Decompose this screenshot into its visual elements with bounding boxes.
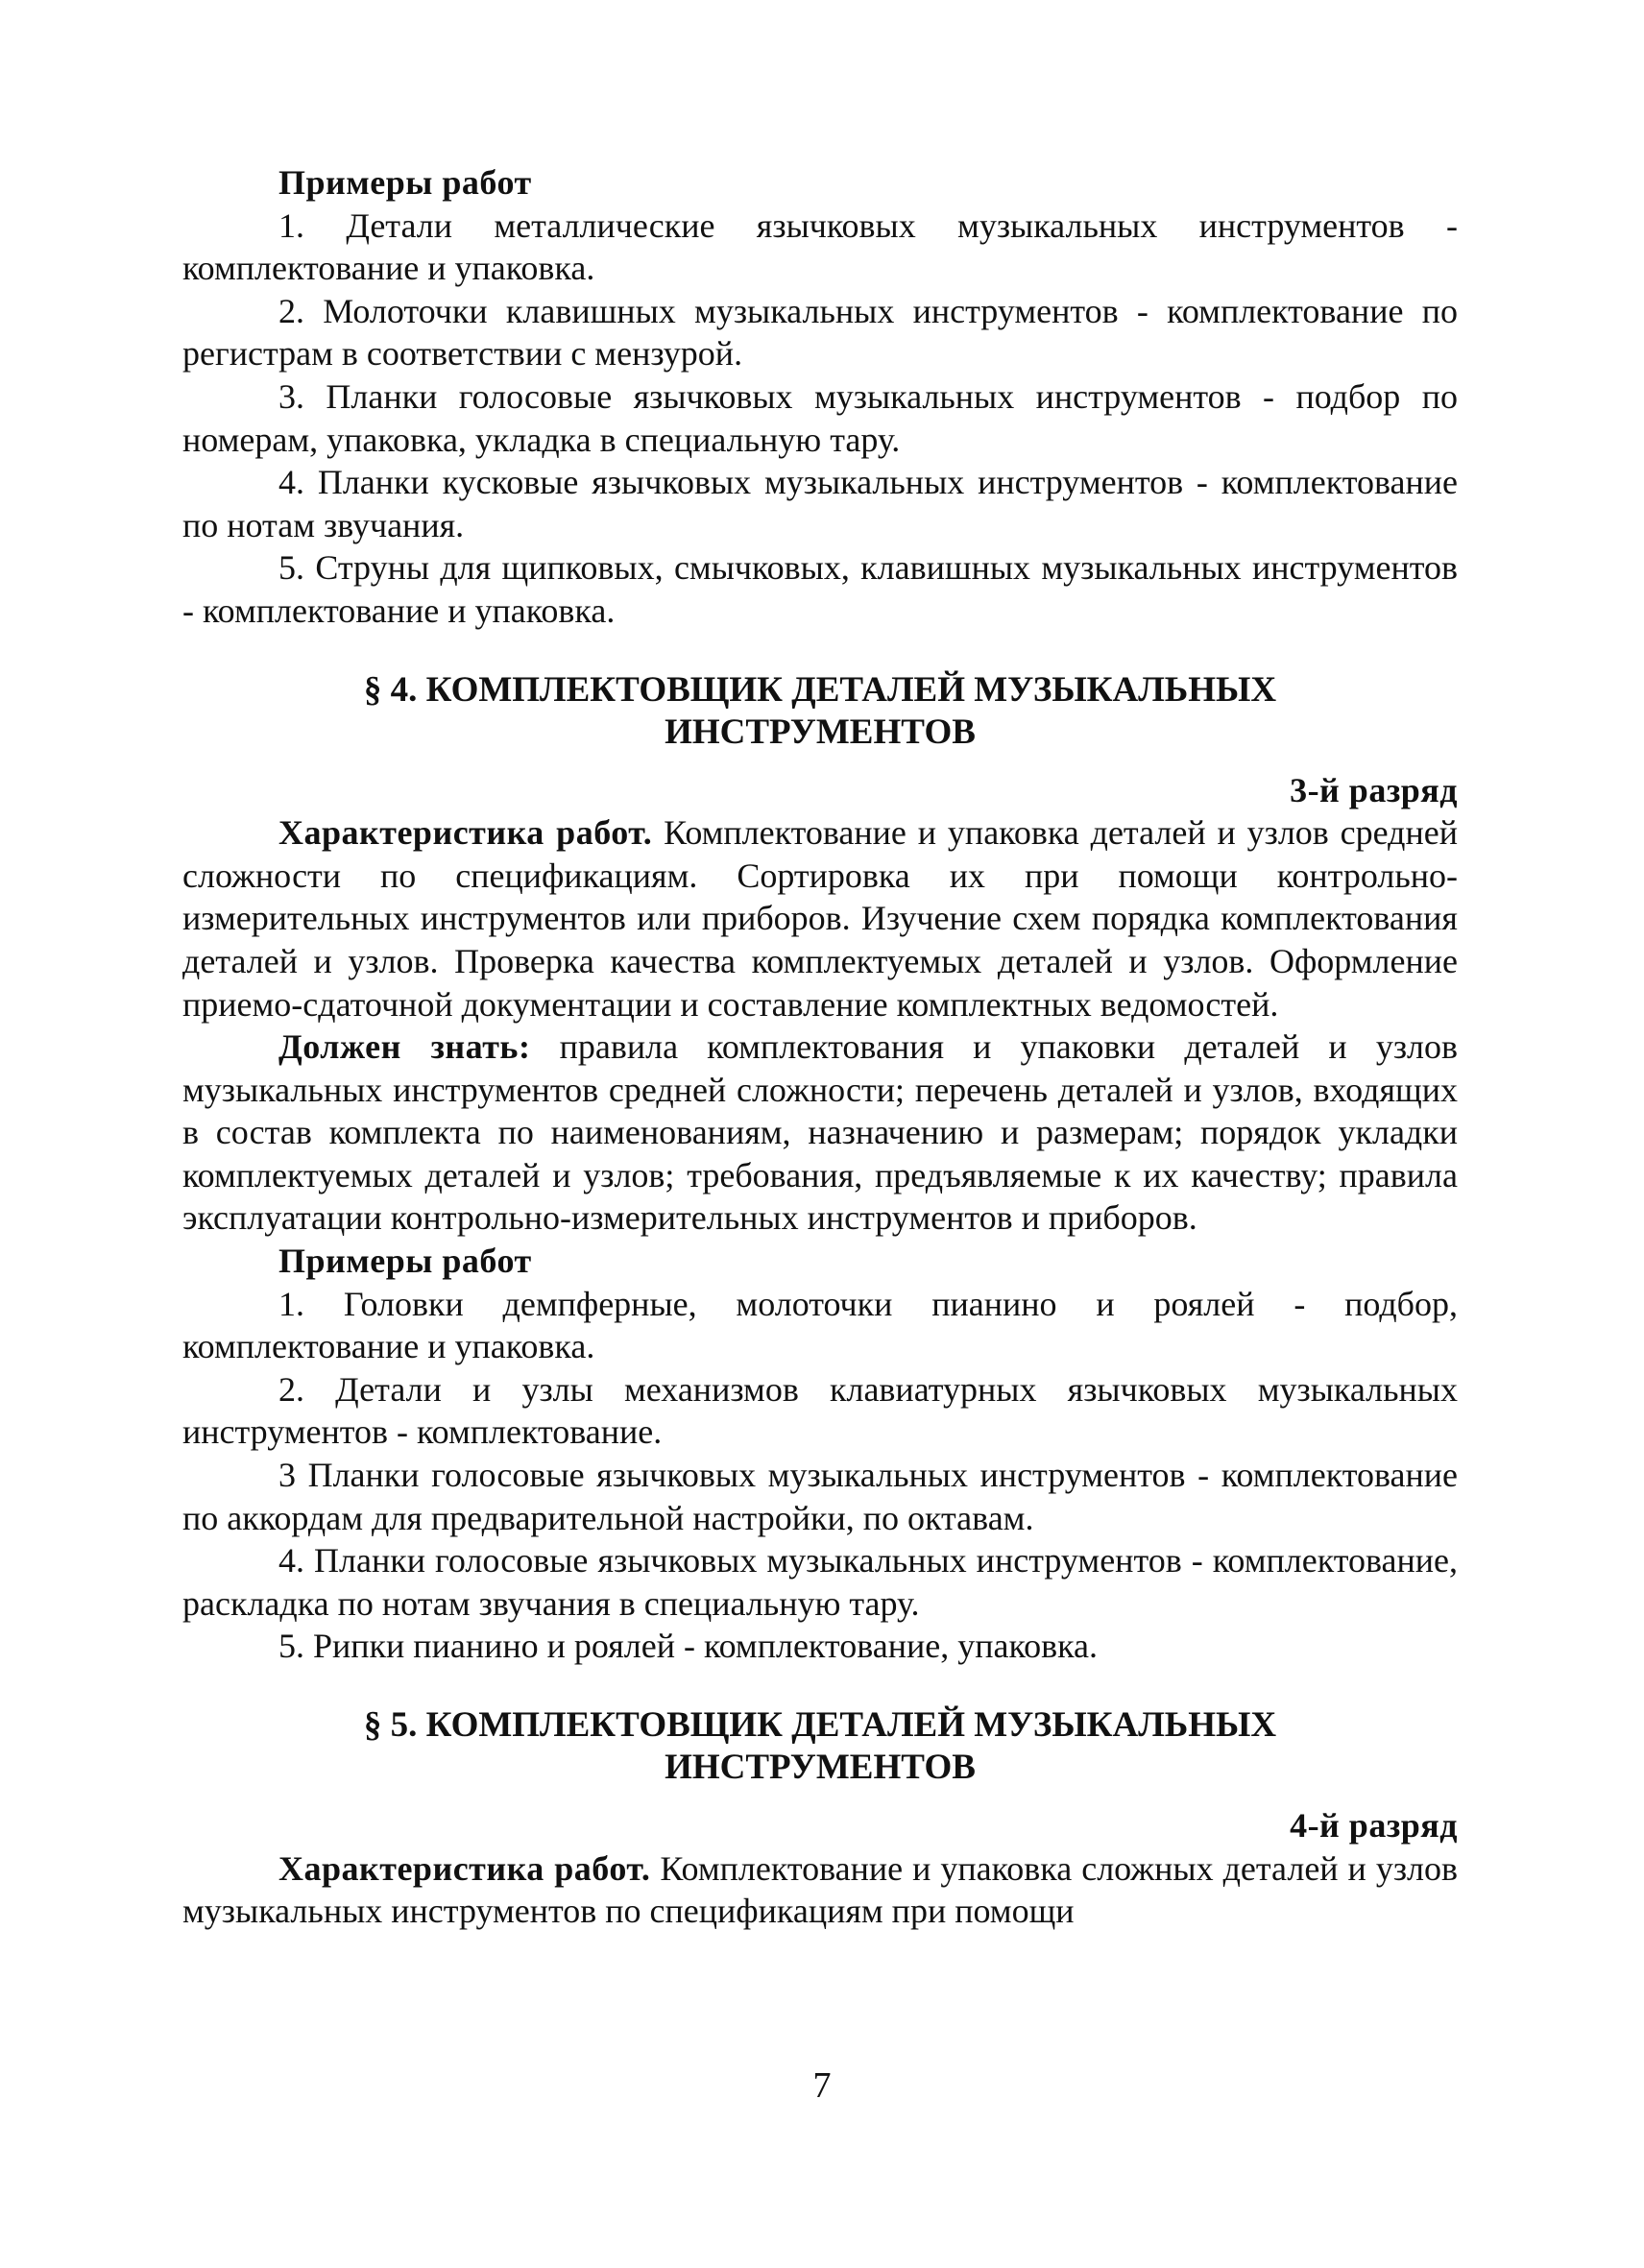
section-5 <box>182 1704 1458 1933</box>
section-4 <box>182 669 1458 1668</box>
characteristic-text: Комплектование и упаковка деталей и узлов средней сложности по спецификациям. Сортировка их при помощи контрольно-измерительных инструментов или приборов. Изучение схем порядка комплектования деталей и узлов. Проверка качества комплектуемых деталей и узлов. Оформление приемо-сдаточной документации и составление комплектных ведомостей. <box>182 813 1458 1024</box>
example-item: 4. Планки кусковые язычковых музыкальных инструментов - комплектование по нотам звучания. <box>182 463 1458 544</box>
characteristic-text: Комплектование и упаковка сложных деталей и узлов музыкальных инструментов по спецификациям при помощи <box>182 1848 1458 1931</box>
section-title-line: § 5. КОМПЛЕКТОВЩИК ДЕТАЛЕЙ МУЗЫКАЛЬНЫХ <box>363 1705 1277 1745</box>
example-item: 5. Струны для щипковых, смычковых, клавишных музыкальных инструментов - комплектование и упаковка. <box>182 548 1458 630</box>
knowledge-label: Должен знать: <box>278 1027 531 1067</box>
examples-heading: Примеры работ <box>278 163 532 202</box>
section-title <box>182 1704 1458 1789</box>
example-item: 1. Детали металлические язычковых музыкальных инструментов - комплектование и упаковка. <box>182 205 1458 288</box>
knowledge-text: правила комплектования и упаковки деталей и узлов музыкальных инструментов средней сложности; перечень деталей и узлов, входящих в состав комплекта по наименованиям, назначению и размерам; порядок укладки комплектуемых деталей и узлов; требования, предъявляемые к их качеству; правила эксплуатации контрольно-измерительных инструментов и приборов. <box>182 1027 1458 1238</box>
grade-label: 3-й разряд <box>1290 770 1458 809</box>
example-item: 2. Молоточки клавишных музыкальных инструментов - комплектование по регистрам в соответствии с мензурой. <box>182 291 1458 374</box>
characteristic-paragraph <box>182 811 1458 1025</box>
examples-block-top <box>182 161 1458 633</box>
example-item: 3. Планки голосовые язычковых музыкальных инструментов - подбор по номерам, упаковка, укладка в специальную тару. <box>182 376 1458 459</box>
section-title <box>182 669 1458 754</box>
section-title-line: ИНСТРУМЕНТОВ <box>665 1748 976 1787</box>
knowledge-paragraph <box>182 1025 1458 1240</box>
document-page <box>182 161 1458 1933</box>
characteristic-paragraph <box>182 1847 1458 1933</box>
section-title-line: ИНСТРУМЕНТОВ <box>665 712 976 752</box>
example-item: 1. Головки демпферные, молоточки пианино и роялей - подбор, комплектование и упаковка. <box>182 1284 1458 1366</box>
page-number: 7 <box>812 2065 832 2106</box>
characteristic-label: Характеристика работ. <box>278 1848 651 1888</box>
characteristic-label: Характеристика работ. <box>278 813 653 853</box>
examples-heading: Примеры работ <box>278 1242 532 1281</box>
example-item: 5. Рипки пианино и роялей - комплектование, упаковка. <box>278 1627 1099 1666</box>
example-item: 3 Планки голосовые язычковых музыкальных инструментов - комплектование по аккордам для предварительной настройки, по октавам. <box>182 1456 1458 1537</box>
example-item: 2. Детали и узлы механизмов клавиатурных язычковых музыкальных инструментов - комплектование. <box>182 1369 1458 1452</box>
section-title-line: § 4. КОМПЛЕКТОВЩИК ДЕТАЛЕЙ МУЗЫКАЛЬНЫХ <box>363 669 1277 710</box>
grade-label: 4-й разряд <box>1290 1806 1458 1845</box>
example-item: 4. Планки голосовые язычковых музыкальных инструментов - комплектование, раскладка по нотам звучания в специальную тару. <box>182 1541 1458 1623</box>
